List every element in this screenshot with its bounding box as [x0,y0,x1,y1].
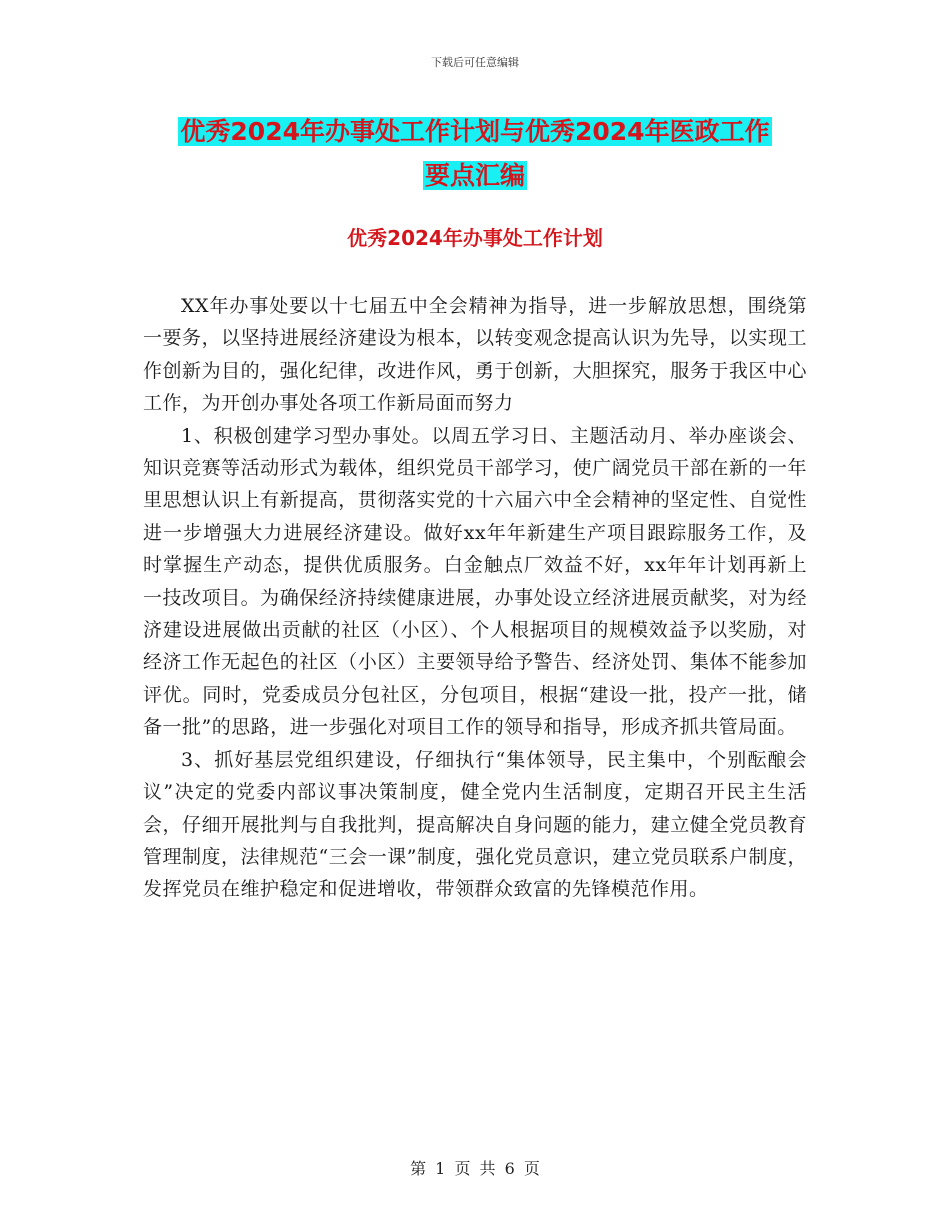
paragraph-intro: XX年办事处要以十七届五中全会精神为指导，进一步解放思想，围绕第一要务，以坚持进展经济建设为根本，以转变观念提高认识为先导，以实现工作创新为目的，强化纪律，改进作风，勇于创新，大胆探究，服务于我区中心工作，为开创办事处各项工作新局面而努力 [143,295,807,415]
document-title [143,110,807,198]
body-text [143,290,807,906]
paragraph-item-1: 1、积极创建学习型办事处。以周五学习日、主题活动月、举办座谈会、知识竞赛等活动形式为载体，组织党员干部学习，使广阔党员干部在新的一年里思想认识上有新提高，贯彻落实党的十六届六中全会精神的坚定性、自觉性进一步增强大力进展经济建设。做好xx年年新建生产项目跟踪服务工作，及时掌握生产动态，提供优质服务。白金触点厂效益不好，xx年年计划再新上一技改项目。为确保经济持续健康进展，办事处设立经济进展贡献奖，对为经济建设进展做出贡献的社区（小区）、个人根据项目的规模效益予以奖励，对经济工作无起色的社区（小区）主要领导给予警告、经济处罚、集体不能参加评优。同时，党委成员分包社区，分包项目，根据“建设一批，投产一批，储备一批”的思路，进一步强化对项目工作的领导和指导，形成齐抓共管局面。 [143,424,807,739]
page-number: 第 1 页 共 6 页 [410,1159,540,1178]
section-title: 优秀2024年办事处工作计划 [347,226,603,250]
paragraph-item-3: 3、抓好基层党组织建设，仔细执行“集体领导，民主集中，个别酝酿会议”决定的党委内部议事决策制度，健全党内生活制度，定期召开民主生活会，仔细开展批判与自我批判，提高解决自身问题的能力，建立健全党员教育管理制度，法律规范“三会一课”制度，强化党员意识，建立党员联系户制度，发挥党员在维护稳定和促进增收，带领群众致富的先锋模范作用。 [143,748,807,901]
title-line-2: 要点汇编 [424,161,525,190]
title-line-1: 优秀2024年办事处工作计划与优秀2024年医政工作 [180,117,770,146]
header-note: 下载后可任意编辑 [431,56,519,69]
